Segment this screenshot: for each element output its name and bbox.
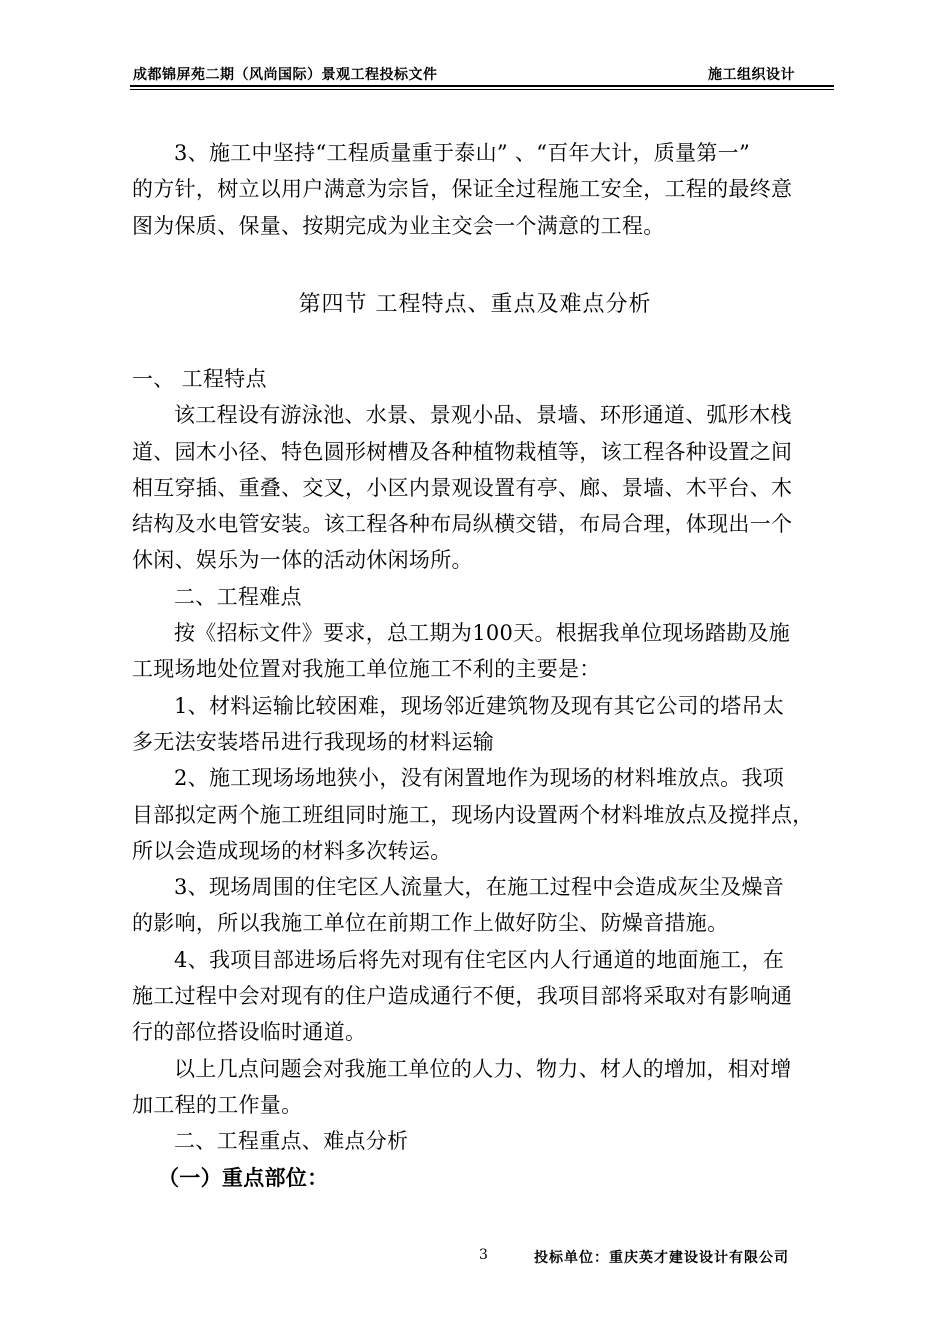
text-line: 施工过程中会对现有的住户造成通行不便，我项目部将采取对有影响通: [132, 984, 793, 1009]
page-number: 3: [479, 1247, 488, 1263]
heading-project-difficulties: 二、工程难点: [174, 584, 302, 609]
heading-key-analysis: 二、工程重点、难点分析: [174, 1129, 409, 1154]
section-title: 第四节 工程特点、重点及难点分析: [298, 292, 652, 317]
text-line: 该工程设有游泳池、水景、景观小品、景墙、环形通道、弧形木栈: [174, 403, 792, 428]
intro-paragraph: [132, 135, 832, 244]
text-line: 3、施工中坚持“工程质量重于泰山” 、“百年大计，质量第一”: [174, 141, 750, 165]
text-line: 的影响，所以我施工单位在前期工作上做好防尘、防燥音措施。: [132, 911, 729, 936]
heading-key-parts: （一）重点部位：: [158, 1164, 329, 1190]
text-line: 休闲、娱乐为一体的活动休闲场所。: [132, 548, 473, 573]
text-line: 2、施工现场场地狭小，没有闲置地作为现场的材料堆放点。我项: [174, 766, 785, 791]
header-divider: [130, 85, 834, 87]
text-line: 结构及水电管安装。该工程各种布局纵横交错，布局合理，体现出一个: [132, 512, 793, 537]
header-divider-thin: [130, 89, 834, 90]
header-document-title: 成都锦屏苑二期（风尚国际）景观工程投标文件: [133, 67, 438, 83]
text-line: 行的部位搭设临时通道。: [132, 1020, 367, 1045]
body-content: [132, 361, 832, 1196]
text-line: 所以会造成现场的材料多次转运。: [132, 838, 452, 863]
footer-company: 投标单位：重庆英才建设设计有限公司: [534, 1250, 789, 1266]
text-line: 3、现场周围的住宅区人流量大，在施工过程中会造成灰尘及燥音: [174, 875, 785, 900]
text-line: 相互穿插、重叠、交叉，小区内景观设置有亭、廊、景墙、木平台、木: [132, 475, 793, 500]
header-section-label: 施工组织设计: [708, 67, 795, 83]
text-line: 图为保质、保量、按期完成为业主交会一个满意的工程。: [132, 213, 665, 238]
text-line: 4、我项目部进场后将先对现有住宅区内人行通道的地面施工，在: [174, 947, 785, 972]
text-line: 1、材料运输比较困难，现场邻近建筑物及现有其它公司的塔吊太: [174, 693, 785, 718]
text-line: 以上几点问题会对我施工单位的人力、物力、材人的增加，相对增: [174, 1056, 792, 1081]
heading-project-features: 一、 工程特点: [132, 367, 267, 391]
text-line: 多无法安装塔吊进行我现场的材料运输: [132, 729, 495, 754]
text-line: 道、园木小径、特色圆形树槽及各种植物栽植等，该工程各种设置之间: [132, 439, 793, 464]
text-line: 加工程的工作量。: [132, 1092, 303, 1117]
text-line: 按《招标文件》要求，总工期为100天。根据我单位现场踏勘及施: [174, 621, 791, 646]
text-line: 目部拟定两个施工班组同时施工，现场内设置两个材料堆放点及搅拌点，: [132, 802, 814, 827]
text-line: 的方针，树立以用户满意为宗旨，保证全过程施工安全，工程的最终意: [132, 177, 793, 202]
text-line: 工现场地处位置对我施工单位施工不利的主要是：: [132, 657, 601, 682]
